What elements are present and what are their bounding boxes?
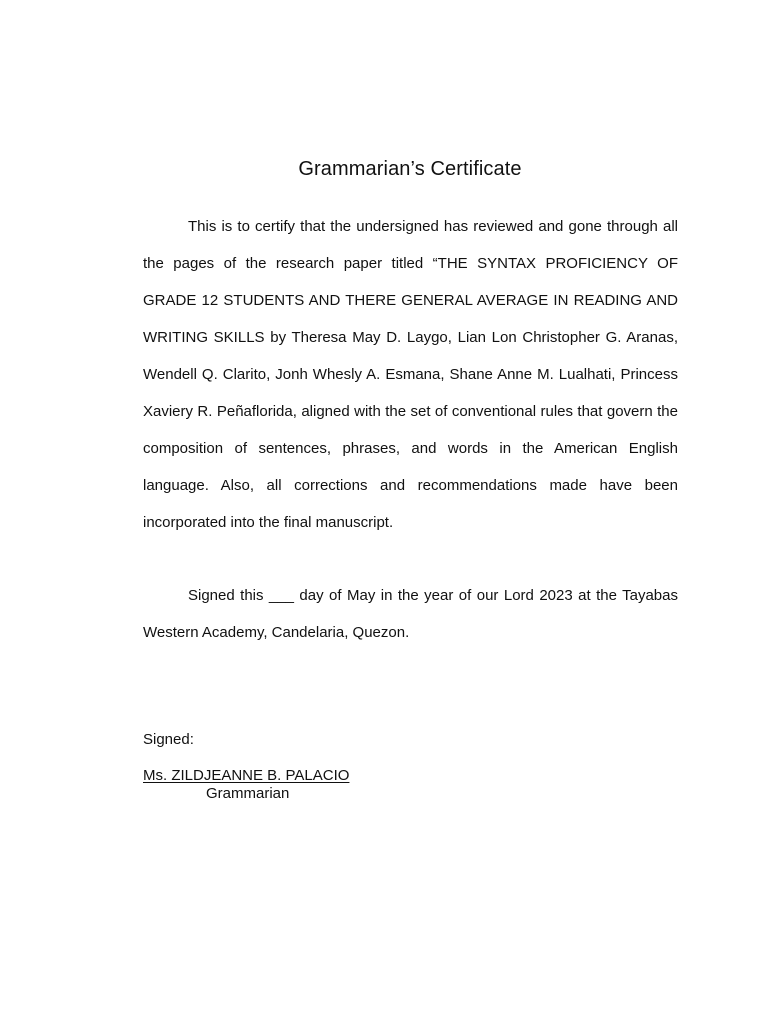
signatory-block xyxy=(143,767,349,803)
certificate-title: Grammarian’s Certificate xyxy=(298,158,522,180)
signatory-name: Ms. ZILDJEANNE B. PALACIO xyxy=(143,767,350,784)
signatory-title: Grammarian xyxy=(206,785,290,802)
signed-label: Signed: xyxy=(143,731,194,748)
certification-paragraph: This is to certify that the undersigned has reviewed and gone through all the pages of the research paper titled “THE SYNTAX PROFICIENCY OF GRADE 12 STUDENTS AND THERE GENERAL AVERAGE IN READING AND WRITING SKILLS by Theresa May D. Laygo, Lian Lon Christopher G. Aranas, Wendell Q. Clarito, Jonh Whesly A. Esmana, Shane Anne M. Lualhati, Princess Xaviery R. Peñaflorida, aligned with the set of conventional rules that govern the composition of sentences, phrases, and words in the American English language. Also, all corrections and recommendations made have been incorporated into the final manuscript. xyxy=(143,218,678,531)
signing-date-paragraph: Signed this ___ day of May in the year of our Lord 2023 at the Tayabas Western Academy, Candelaria, Quezon. xyxy=(143,587,678,641)
